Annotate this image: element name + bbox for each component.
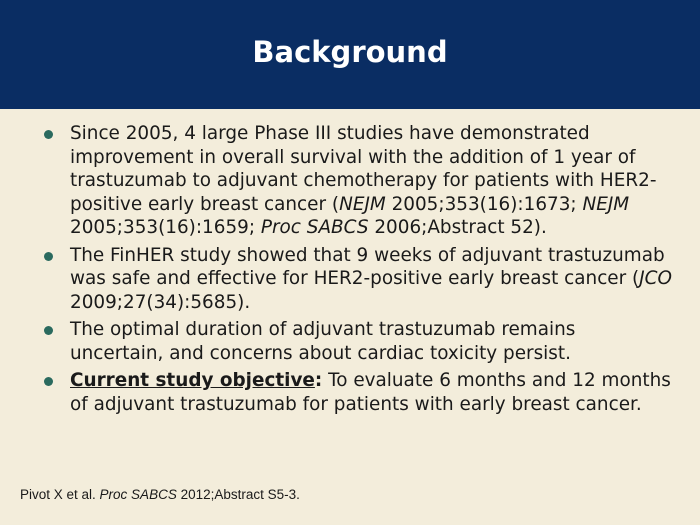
objective-label: Current study objective — [70, 370, 315, 391]
bullet-text: 2005;353(16):1659; — [70, 217, 261, 238]
bullet-text: 2006;Abstract 52). — [368, 217, 547, 238]
bullet-text: Since 2005, 4 large Phase III studies have demonstrated improvement in overall survival with the addition of 1 year of trastuzumab to adjuvant chemotherapy for patients with HER2-positive early breast cancer ( — [70, 123, 657, 215]
slide-header — [0, 0, 700, 109]
journal-ref: Proc SABCS — [260, 217, 369, 238]
bullet-item — [44, 369, 674, 416]
bullet-dot-icon — [44, 130, 53, 139]
objective-colon: : — [314, 370, 323, 391]
bullet-text: The optimal duration of adjuvant trastuzumab remains uncertain, and concerns about cardiac toxicity persist. — [70, 319, 576, 364]
bullet-text: 2005;353(16):1673; — [385, 193, 583, 215]
bullet-dot-icon — [44, 326, 53, 335]
bullet-text: The FinHER study showed that 9 weeks of adjuvant trastuzumab was safe and effective for HER2-positive early breast cancer ( — [70, 244, 665, 289]
bullet-text: To evaluate 6 months and 12 months of adjuvant trastuzumab for patients with early breast cancer. — [70, 370, 671, 415]
journal-ref: JCO — [639, 268, 672, 289]
citation-journal: Proc SABCS — [99, 487, 177, 502]
bullet-text: 2009;27(34):5685). — [70, 291, 251, 313]
citation-footer — [20, 487, 300, 502]
bullet-item — [44, 122, 674, 240]
journal-ref: NEJM — [339, 193, 386, 215]
slide-title: Background — [252, 34, 448, 69]
citation-detail: 2012;Abstract S5-3. — [176, 487, 300, 502]
bullet-dot-icon — [44, 377, 53, 386]
bullet-dot-icon — [44, 252, 53, 261]
journal-ref: NEJM — [582, 193, 630, 215]
bullet-list — [44, 122, 674, 420]
bullet-item — [44, 244, 674, 315]
bullet-item — [44, 318, 674, 365]
citation-authors: Pivot X et al. — [20, 487, 100, 502]
